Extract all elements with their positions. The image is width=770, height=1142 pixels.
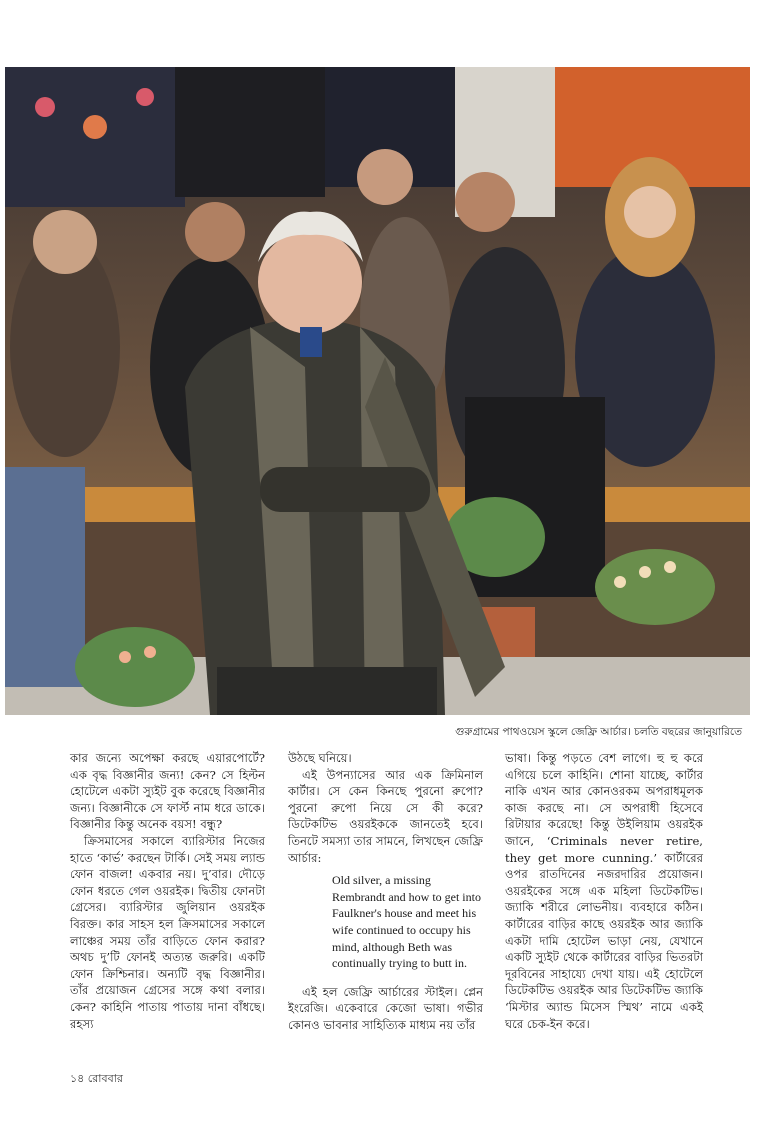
block-quote: Old silver, a missing Rembrandt and how to get into Faulkner's house and meet his wife continued to occupy his mind, although Beth was continually trying to butt in.	[332, 873, 481, 971]
paragraph: কার জন্যে অপেক্ষা করছে এয়ারপোর্টে? এক বৃদ্ধ বিজ্ঞানীর জন্য! কেন? সে হিল্টন হোটেলে একটা স্যুইট বুক করেছে বিজ্ঞানীর জন্য। বিজ্ঞানীকে সে ফার্স্ট নাম ধরে ডাকে। বিজ্ঞানীর কিন্তু অনেক বয়স! বন্ধু?	[70, 751, 265, 832]
paragraph: ক্রিসমাসের সকালে ব্যারিস্টার নিজের হাতে ‘কার্ভ’ করছেন টার্কি। সেই সময় ল্যান্ড ফোন বাজল! একবার নয়। দু’বার। দৌড়ে ফোন ধরতে গেল ওয়রইক। দ্বিতীয় ফোনটা গ্রেসের। ব্যারিস্টার জুলিয়ান ওয়রইক বিরক্ত। কার সাহস হল ক্রিসমাসের সকালে লাঞ্চের সময় তাঁর বাড়িতে ফোন করার? অথচ দু’টি ফোনই অত্যন্ত জরুরি। একটি ফোন ক্রিশ্চিনার। অন্যটি বৃদ্ধ বিজ্ঞানীর। তাঁর প্রয়োজন গ্রেসের সঙ্গে কথা বলার। কেন? কাহিনি পাতায় পাতায় দানা বাঁধছে। রহস্য	[70, 833, 265, 1031]
photo-caption: গুরুগ্রামের পাথওয়েস স্কুলে জেফ্রি আর্চার। চলতি বছরের জানুয়ারিতে	[455, 726, 742, 738]
text-column-2	[288, 750, 483, 1034]
paragraph: ভাষা। কিন্তু পড়তে বেশ লাগে। হু হু করে এগিয়ে চলে কাহিনি। শোনা যাচ্ছে, কার্টার নাকি এখন আর কোনওরকম অপরাধমূলক কাজ করছে না। সে অপরাধী হিসেবে রিটায়ার করেছে! কিন্তু উইলিয়াম ওয়রইক জানে, ‘Criminals never retire, they get more cunning.’ কার্টারের ওপর রাতদিনের নজরদারির প্রয়োজন। ওয়রইকের সঙ্গে এক মহিলা ডিটেকটিভ। জ্যাকি শরীরে লোভনীয়। ব্যবহারে কঠিন। কার্টারের বাড়ির কাছে ওয়রইক আর জ্যাকি একটা দামি হোটেল ভাড়া নেয়, যেখানে একটি স্যুইট থেকে কার্টারের বাড়ির ভিতরটা দূরবিনের সাহায্যে দেখা যায়। এই হোটেলে ডিটেকটিভ ওয়রইক আর ডিটেকটিভ জ্যাকি ‘মিস্টার অ্যান্ড মিসেস স্মিথ’ নামে একই ঘরে চেক-ইন করে।	[505, 751, 703, 1031]
paragraph: এই হল জেফ্রি আর্চারের স্টাইল। প্লেন ইংরেজি। একেবারে কেজো ভাষা। গভীর কোনও ভাবনার সাহিত্যিক মাধ্যম নয় তাঁর	[288, 984, 483, 1032]
page-folio: ১৪ রোববার	[70, 1072, 123, 1085]
photo-icon	[5, 67, 750, 715]
article-photo	[5, 67, 750, 715]
paragraph: উঠছে ঘনিয়ে।	[288, 751, 352, 765]
text-column-3	[505, 750, 703, 1032]
paragraph: এই উপন্যাসের আর এক ক্রিমিনাল কার্টার। সে কেন কিনছে পুরনো রুপো? পুরনো রুপো নিয়ে সে কী করে? ডিটেকটিভ ওয়রইককে জানতেই হবে। তিনটে সমস্যা তার সামনে, লিখছেন জেফ্রি আর্চার:	[288, 767, 484, 865]
text-column-1	[70, 750, 265, 1032]
